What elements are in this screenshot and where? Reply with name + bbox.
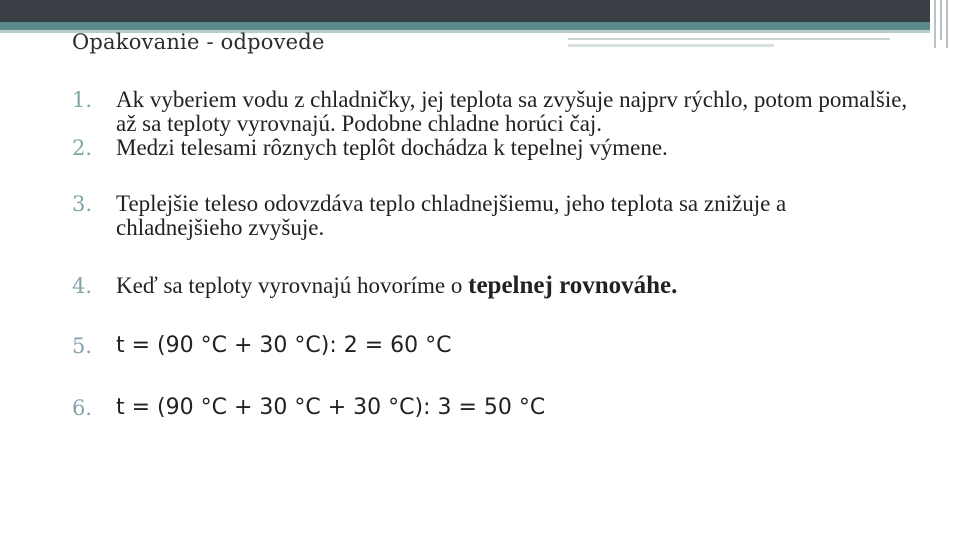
list-item-formula: [72, 334, 912, 358]
list-item: [72, 192, 912, 240]
list-item: [72, 88, 912, 136]
list-item-text: Ak vyberiem vodu z chladničky, jej teplota sa zvyšuje najprv rýchlo, potom pomalšie, až sa teploty vyrovnajú. Podobne chladne horúci čaj.: [116, 87, 908, 136]
list-item: [72, 136, 912, 160]
title-decorative-line-secondary: [568, 44, 774, 47]
title-decorative-line: [568, 38, 890, 40]
emphasized-term: tepelnej rovnováhe.: [468, 272, 678, 299]
list-item-text: Medzi telesami rôznych teplôt dochádza k tepelnej výmene.: [116, 135, 668, 160]
formula-text: t = (90 °C + 30 °C): 2 = 60 °C: [116, 333, 452, 358]
slide-title: Opakovanie - odpovede: [72, 30, 325, 54]
list-item-number: 2.: [72, 136, 93, 160]
list-item-number: 5.: [72, 334, 93, 358]
right-decorative-stripes: [930, 0, 960, 48]
answer-list: [72, 88, 912, 420]
top-decorative-bar: [0, 0, 930, 22]
list-item-formula: [72, 396, 912, 420]
list-item: [72, 274, 912, 298]
list-item-number: 3.: [72, 192, 93, 216]
list-item-number: 4.: [72, 274, 93, 298]
top-accent-stripe: [0, 22, 930, 30]
list-item-number: 1.: [72, 88, 93, 112]
formula-text: t = (90 °C + 30 °C + 30 °C): 3 = 50 °C: [116, 395, 546, 420]
list-item-text: Keď sa teploty vyrovnajú hovoríme o: [116, 273, 469, 298]
list-item-number: 6.: [72, 396, 93, 420]
list-item-text: Teplejšie teleso odovzdáva teplo chladnejšiemu, jeho teplota sa znižuje a chladnejšieho zvyšuje.: [116, 191, 787, 240]
